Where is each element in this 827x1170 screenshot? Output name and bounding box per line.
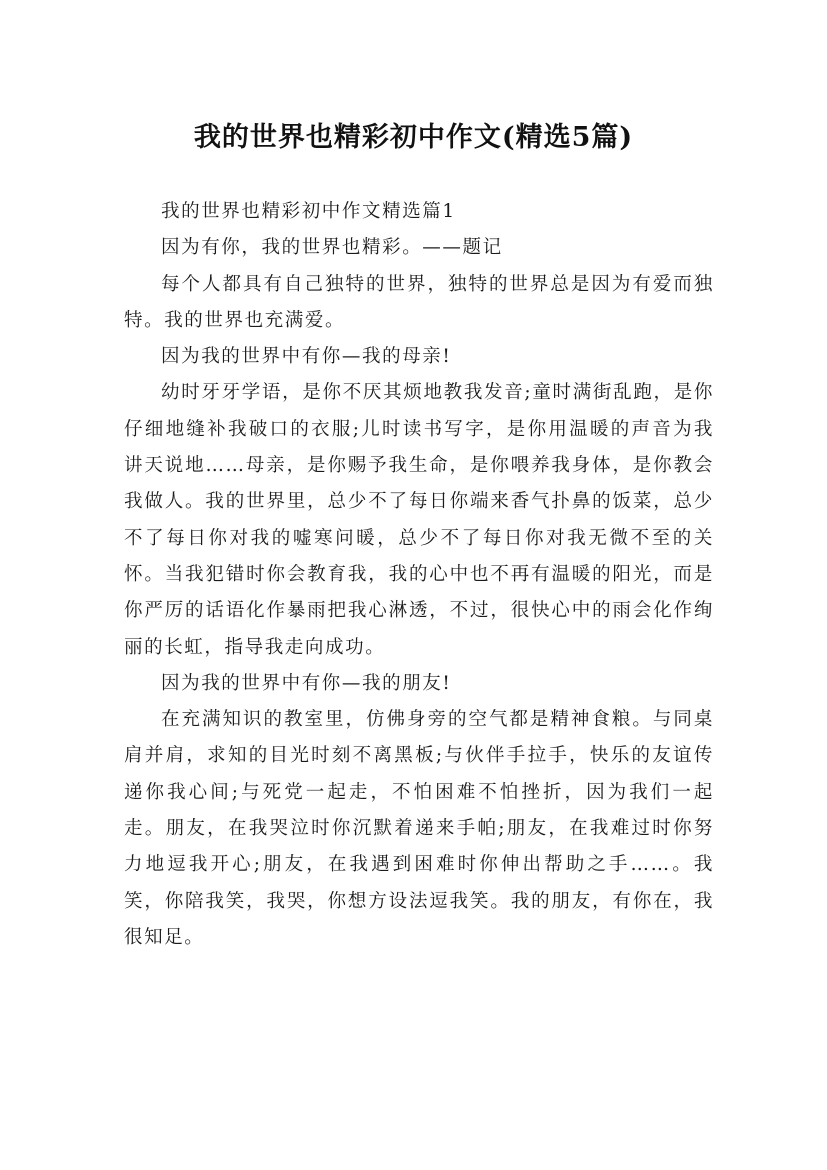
paragraph: 在充满知识的教室里，仿佛身旁的空气都是精神食粮。与同桌肩并肩，求知的目光时刻不离黑板;与伙伴手拉手，快乐的友谊传递你我心间;与死党一起走，不怕困难不怕挫折，因为我们一起走。朋友，在我哭泣时你沉默着递来手帕;朋友，在我难过时你努力地逗我开心;朋友，在我遇到困难时你伸出帮助之手……。我笑，你陪我笑，我哭，你想方设法逗我笑。我的朋友，有你在，我很知足。 bbox=[124, 709, 714, 948]
section-heading: 我的世界也精彩初中作文精选篇1 bbox=[161, 201, 456, 222]
paragraph: 幼时牙牙学语，是你不厌其烦地教我发音;童时满街乱跑，是你仔细地缝补我破口的衣服;儿时读书写字，是你用温暖的声音为我讲天说地……母亲，是你赐予我生命，是你喂养我身体，是你教会我做人。我的世界里，总少不了每日你端来香气扑鼻的饭菜，总少不了每日你对我的嘘寒问暖，总少不了每日你对我无微不至的关怀。当我犯错时你会教育我，我的心中也不再有温暖的阳光，而是你严厉的话语化作暴雨把我心淋透，不过，很快心中的雨会化作绚丽的长虹，指导我走向成功。 bbox=[124, 382, 714, 658]
document-title: 我的世界也精彩初中作文(精选5篇) bbox=[193, 122, 634, 154]
epigraph: 因为有你，我的世界也精彩。——题记 bbox=[161, 237, 503, 259]
paragraph: 因为我的世界中有你—我的朋友! bbox=[161, 672, 452, 694]
document-body bbox=[124, 194, 714, 956]
paragraph: 每个人都具有自己独特的世界，独特的世界总是因为有爱而独特。我的世界也充满爱。 bbox=[124, 273, 714, 331]
paragraph: 因为我的世界中有你—我的母亲! bbox=[161, 346, 452, 368]
